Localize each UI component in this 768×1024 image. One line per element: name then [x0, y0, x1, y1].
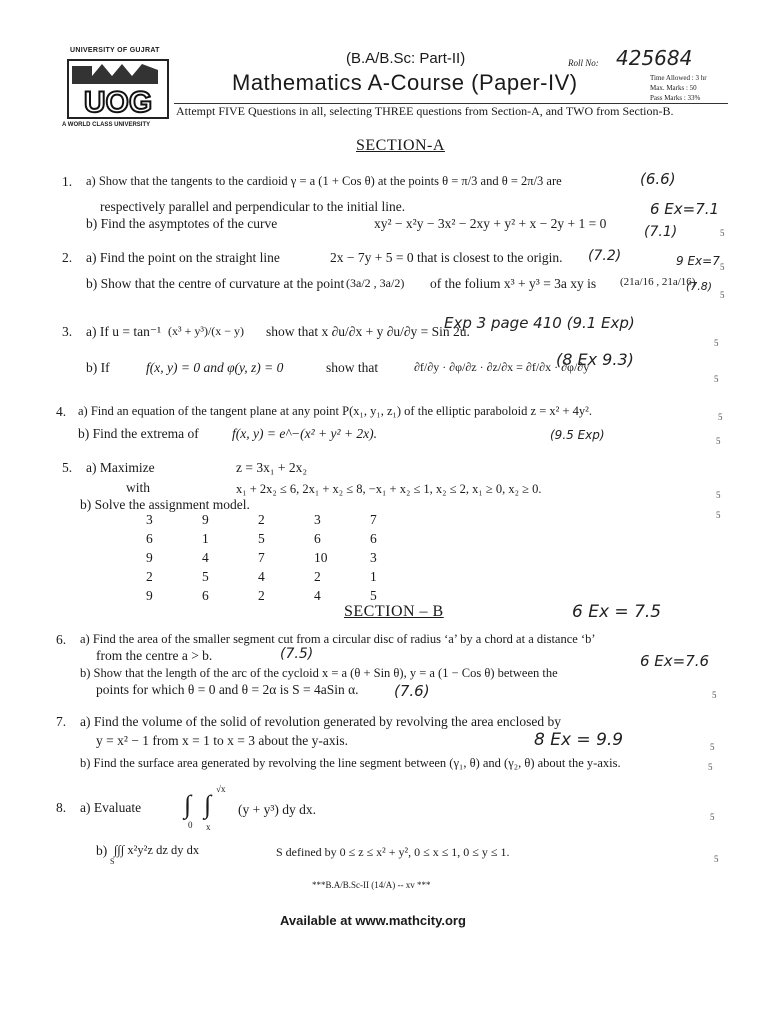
q1-part-a: a) Show that the tangents to the cardioid γ = a (1 + Cos θ) at the points θ = π/3 and θ = 2π/3 are — [86, 174, 562, 188]
q8-part-b-expr: ∫∫∫ x²y²z dz dy dx — [114, 843, 200, 857]
matrix-row — [146, 531, 426, 550]
q7-note-a: 8 Ex = 9.9 — [534, 730, 624, 750]
q2-part-a-expr: 2x − 7y + 5 = 0 that is closest to the origin. — [330, 250, 563, 265]
q2-part-a-label: a) Find the point on the straight line — [86, 250, 280, 265]
matrix-cell: 7 — [370, 512, 377, 527]
q8-part-a-expr: (y + y³) dy dx. — [238, 802, 317, 817]
matrix-cell: 4 — [314, 588, 321, 603]
matrix-cell: 2 — [314, 569, 321, 584]
q6-part-a: a) Find the area of the smaller segment cut from a circular disc of radius ‘a’ by a chord at a distance ‘b’ — [80, 632, 596, 646]
q7-part-a-cont: y = x² − 1 from x = 1 to x = 3 about the y-axis. — [96, 733, 348, 748]
q7-part-a: a) Find the volume of the solid of revolution generated by revolving the area enclosed by — [80, 714, 561, 729]
q1-note-a: (6.6) — [640, 170, 676, 188]
margin-mark: 5 — [714, 374, 719, 384]
time-allowed: Time Allowed : 3 hr — [650, 74, 707, 82]
q2-note-a: (7.2) — [588, 248, 622, 264]
q4-part-a: a) Find an equation of the tangent plane at any point P(x₁, y₁, z₁) of the elliptic paraboloid z = x² + 4y². — [78, 404, 593, 418]
matrix-cell: 6 — [202, 588, 209, 603]
margin-mark: 5 — [712, 690, 717, 700]
university-name: UNIVERSITY OF GUJRAT — [70, 47, 160, 54]
q2-part-b-point: (3a/2 , 3a/2) — [346, 276, 405, 290]
q8-lower-limit-inner: x — [206, 822, 211, 832]
matrix-cell: 4 — [258, 569, 265, 584]
q5-number: 5. — [62, 460, 73, 475]
margin-mark: 5 — [710, 742, 715, 752]
mathcity-link[interactable]: Available at www.mathcity.org — [280, 913, 466, 928]
q1-part-b-label: b) Find the asymptotes of the curve — [86, 216, 278, 231]
margin-mark: 5 — [720, 228, 725, 238]
margin-mark: 5 — [714, 854, 719, 864]
margin-mark: 5 — [710, 812, 715, 822]
matrix-row — [146, 569, 426, 588]
q8-lower-limit-outer: 0 — [188, 820, 193, 830]
q5-part-a-label: a) Maximize — [86, 460, 155, 475]
q8-upper-limit: √x — [216, 784, 226, 794]
q6-note-b2: (7.6) — [394, 682, 430, 700]
roll-label: Roll No: — [568, 58, 599, 68]
q8-integral-sign-outer: ∫ — [184, 790, 192, 819]
pass-marks: Pass Marks : 33% — [650, 94, 701, 102]
q3-part-b-cond: f(x, y) = 0 and φ(y, z) = 0 — [146, 360, 284, 375]
q8-part-a-label: a) Evaluate — [80, 800, 142, 815]
matrix-cell: 3 — [314, 512, 321, 527]
margin-mark: 5 — [718, 412, 723, 422]
q2-note-b1: 9 Ex=7 — [676, 254, 720, 268]
q2-part-b-result: (21a/16 , 21a/16) — [620, 276, 696, 288]
q5-part-b: b) Solve the assignment model. — [80, 497, 250, 512]
matrix-cell: 6 — [370, 531, 377, 546]
assignment-matrix — [146, 512, 426, 607]
q5-constraints: x₁ + 2x₂ ≤ 6, 2x₁ + x₂ ≤ 8, −x₁ + x₂ ≤ 1, x₂ ≤ 2, x₁ ≥ 0, x₂ ≥ 0. — [236, 482, 542, 496]
matrix-cell: 4 — [202, 550, 209, 565]
q8-part-b-domain-var: S — [110, 857, 115, 866]
q3-part-a-label: a) If u = tan⁻¹ — [86, 324, 162, 339]
q1-note-b1: 6 Ex=7.1 — [650, 200, 720, 218]
q4-part-b-expr: f(x, y) = e^−(x² + y² + 2x). — [232, 426, 378, 441]
matrix-cell: 3 — [146, 512, 153, 527]
matrix-row — [146, 550, 426, 569]
q2-part-b-label: b) Show that the centre of curvature at the point — [86, 276, 345, 291]
matrix-cell: 9 — [202, 512, 209, 527]
q6-part-a-cont: from the centre a > b. — [96, 648, 213, 663]
roll-number: 425684 — [616, 46, 693, 70]
matrix-cell: 6 — [314, 531, 321, 546]
margin-mark: 5 — [716, 510, 721, 520]
matrix-cell: 5 — [202, 569, 209, 584]
matrix-cell: 2 — [258, 588, 265, 603]
max-marks: Max. Marks : 50 — [650, 84, 697, 92]
matrix-row — [146, 512, 426, 531]
q3-number: 3. — [62, 324, 73, 339]
q3-part-a-frac: (x³ + y³)/(x − y) — [168, 324, 245, 338]
matrix-cell: 5 — [258, 531, 265, 546]
q3-part-a-mid: show that x ∂u/∂x + y ∂u/∂y = Sin 2u. — [266, 324, 470, 339]
svg-text:UOG: UOG — [83, 86, 153, 119]
university-tagline: A WORLD CLASS UNIVERSITY — [62, 122, 151, 128]
matrix-cell: 6 — [146, 531, 153, 546]
q1-number: 1. — [62, 174, 73, 189]
paper-code: ***B.A/B.Sc-II (14/A) -- xv *** — [312, 880, 431, 890]
q8-number: 8. — [56, 800, 67, 815]
matrix-cell: 3 — [370, 550, 377, 565]
q4-number: 4. — [56, 404, 67, 419]
q4-part-b-label: b) Find the extrema of — [78, 426, 199, 441]
margin-mark: 5 — [720, 262, 725, 272]
q6-part-b: b) Show that the length of the arc of the cycloid x = a (θ + Sin θ), y = a (1 − Cos θ) between the — [80, 666, 558, 680]
q6-note-a: (7.5) — [280, 646, 314, 662]
q5-objective: z = 3x₁ + 2x₂ — [236, 460, 308, 475]
margin-mark: 5 — [720, 290, 725, 300]
q3-note-b: (8 Ex 9.3) — [556, 350, 634, 369]
q6-number: 6. — [56, 632, 67, 647]
q1-part-b-expr: xy² − x²y − 3x² − 2xy + y² + x − 2y + 1 = 0 — [374, 216, 607, 231]
margin-mark: 5 — [716, 490, 721, 500]
matrix-cell: 2 — [146, 569, 153, 584]
q8-integral-sign-inner: ∫ — [204, 790, 212, 819]
q3-part-b-show: show that — [326, 360, 379, 375]
margin-mark: 5 — [708, 762, 713, 772]
section-a-title: SECTION-A — [356, 137, 445, 154]
q2-number: 2. — [62, 250, 73, 265]
q3-part-b-label: b) If — [86, 360, 110, 375]
q7-part-b: b) Find the surface area generated by revolving the line segment between (γ₁, θ) and (γ₂, θ) about the y-axis. — [80, 756, 621, 770]
matrix-cell: 1 — [370, 569, 377, 584]
margin-mark: 5 — [716, 436, 721, 446]
q1-part-a-cont: respectively parallel and perpendicular to the initial line. — [100, 199, 406, 214]
q3-part-b-expr: ∂f/∂y · ∂φ/∂z · ∂z/∂x = ∂f/∂x · ∂φ/∂y — [414, 360, 590, 374]
q2-note-b2: (7.8) — [686, 280, 713, 293]
q7-number: 7. — [56, 714, 67, 729]
q8-part-b-label: b) — [96, 843, 108, 858]
matrix-cell: 5 — [370, 588, 377, 603]
q6-part-b-cont: points for which θ = 0 and θ = 2α is S = 4aSin α. — [96, 682, 359, 697]
q6-note-b1: 6 Ex=7.6 — [640, 652, 710, 670]
margin-mark: 5 — [714, 338, 719, 348]
section-b-note: 6 Ex = 7.5 — [572, 602, 662, 622]
matrix-cell: 2 — [258, 512, 265, 527]
q1-note-b2: (7.1) — [644, 224, 678, 240]
program-title: (B.A/B.Sc: Part-II) — [346, 50, 466, 67]
matrix-cell: 9 — [146, 588, 153, 603]
q4-note-b: (9.5 Exp) — [550, 428, 605, 442]
q3-note-a: Exp 3 page 410 (9.1 Exp) — [444, 314, 635, 332]
matrix-cell: 7 — [258, 550, 265, 565]
q5-with: with — [126, 480, 151, 495]
course-title: Mathematics A-Course (Paper-IV) — [232, 70, 578, 95]
section-b-title: SECTION – B — [344, 603, 444, 620]
q8-part-b-region: S defined by 0 ≤ z ≤ x² + y², 0 ≤ x ≤ 1, 0 ≤ y ≤ 1. — [276, 845, 510, 859]
matrix-cell: 10 — [314, 550, 328, 565]
matrix-cell: 1 — [202, 531, 209, 546]
university-logo — [62, 56, 174, 122]
instructions: Attempt FIVE Questions in all, selecting THREE questions from Section-A, and TWO from Section-B. — [176, 104, 674, 118]
matrix-cell: 9 — [146, 550, 153, 565]
q2-part-b-mid: of the folium x³ + y³ = 3a xy is — [430, 276, 597, 291]
